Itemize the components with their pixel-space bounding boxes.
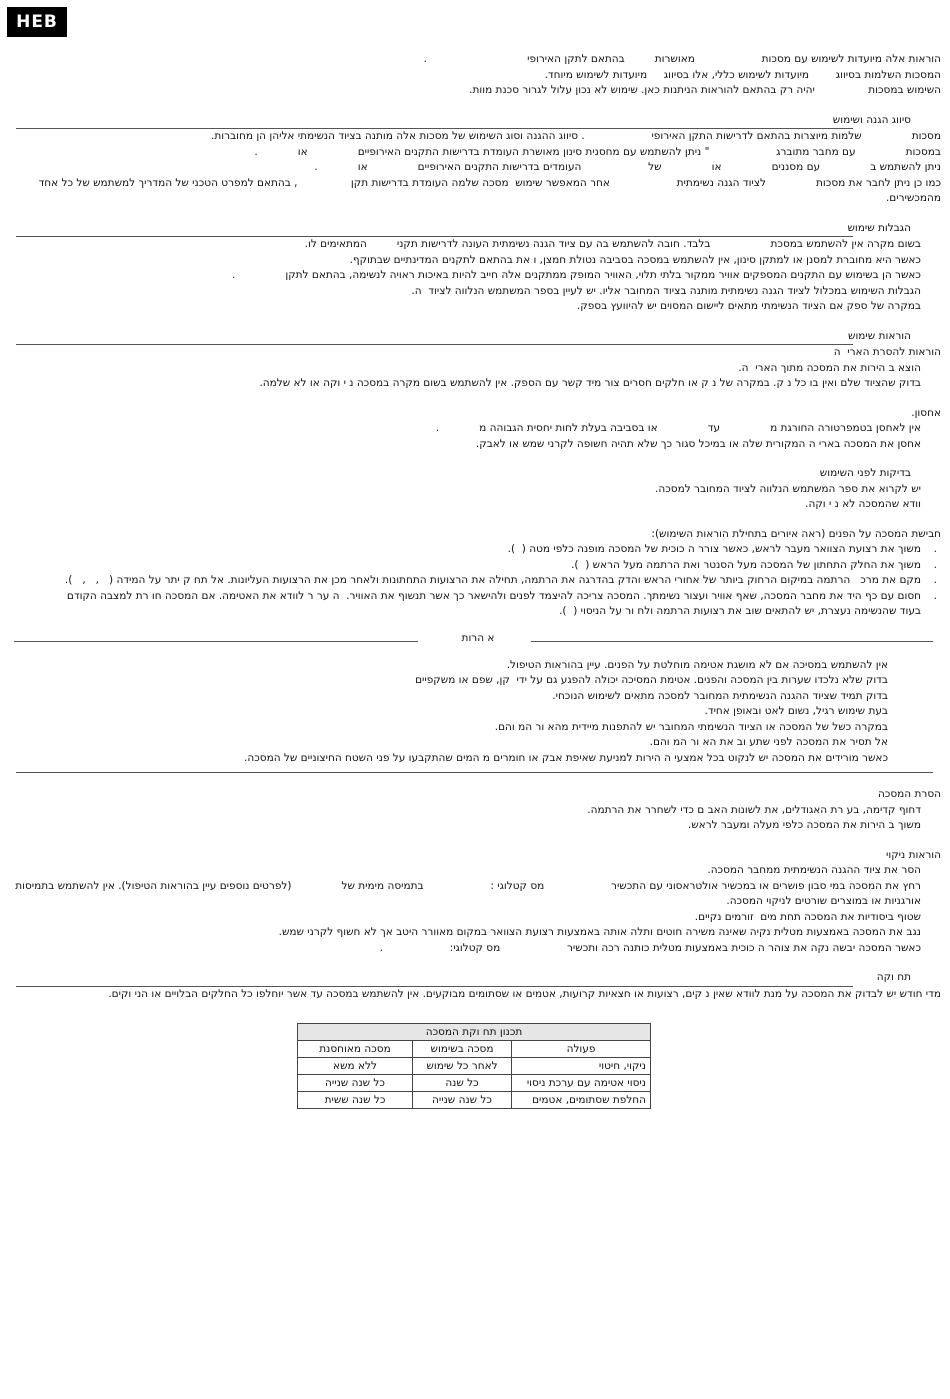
classification-heading: סיווג הגנה ושימוש [832,113,911,126]
bullet-dot: . [933,558,937,571]
table-cell: ניקוי, חיטוי [512,1058,651,1075]
table-row [298,1075,651,1092]
usage-line: הוצא ב הירות את המסכה מתוך הארי ה. [738,361,921,374]
cleaning-line: נגב את המסכה באמצעות מטלית נקיה שאינה משירה חוטים ותלה אותה באמצעות רצועת הצוואר במקום מאוורר היטב אך לא חשוף לקרני שמש. [278,926,921,938]
cleaning-line: הסר את ציוד ההגנה הנשימתית ממחבר המסכה. [707,864,921,876]
table-caption: תכנון תח וקת המסכה [298,1024,651,1041]
table-cell: כל שנה [413,1075,512,1092]
cleaning-line: כאשר המסכה יבשה נקה את צוהר ה כוכית באמצעות מטלית כותנה רכה ותכשיר מס קטלוגי: . [379,941,921,954]
intro-line: המסכות השלמות בסיווג מיועדות לשימוש כללי, אלו בסיווג מיועדות לשימוש מיוחד. [544,68,941,81]
classification-line: במסכות עם מחבר מתוברג " ניתן להשתמש עם מחסנית סינון מאושרת העומדת בדרישות התקנים האירופיים או . [254,145,941,158]
table-cell: לאחר כל שימוש [413,1058,512,1075]
donning-item: משוך את רצועת הצוואר מעבר לראש, כאשר צורר ה כוכית של המסכה מופנה כלפי מטה ( ). [507,543,921,555]
intro-line: הוראות אלה מיועדות לשימוש עם מסכות מאושרות בהתאם לתקן האירופי . [423,53,941,65]
table-row [298,1058,651,1075]
table-cell: כל שנה ששית [298,1092,413,1109]
limitations-line: הגבלות השימוש במכלול לציוד הגנה נשימתית מותנה בציוד המחובר אליו. יש לעיין בספר המשתמש הנלווה לציוד ה. [411,284,921,297]
maintenance-table [297,1023,651,1109]
storage-line: אין לאחסן בטמפרטורה החורגת מ עד או בסביבה בעלת לחות יחסית הגבוהה מ . [435,422,921,434]
bullet-dot: . [933,589,937,602]
cleaning-line: רחץ את המסכה במי סבון פושרים או במכשיר אולטראסוני עם התכשיר מס קטלוגי : בתמיסה מימית של (לפרטים נוספים עיין בהוראות הטיפול). אין להשתמש בתמיסות [15,879,921,892]
limitations-line: כאשר הן בשימוש עם התקנים המספקים אוויר ממקור בלתי תלוי, האוויר המופק ממתקנים אלה חייב להיות באיכות ראויה לנשימה, בהתאם לתקן . [231,269,921,281]
donning-item: חסום עם כף היד את מחבר המסכה, שאף אוויר ועצור נשימתך. המסכה צריכה להיצמד לפנים ולהישאר כך אשר תנשוף את האוויר. ה ער ר לוודא את האטימה. אם המסכה חו רת למצבה הקודם [66,589,921,602]
intro-line: השימוש במסכות יהיה רק בהתאם להוראות הניתנות כאן. שימוש לא נכון עלול לגרור סכנת מוות. [469,84,941,96]
limitations-line: במקרה של ספק אם הציוד הנשימתי מתאים ליישום המסוים יש להיוועץ בספק. [576,300,921,312]
bullet-dot: . [933,543,937,555]
classification-section [8,113,941,207]
table-cell: כל שנה שנייה [298,1075,413,1092]
usage-line: בדוק שהציוד שלם ואין בו כל נ ק. במקרה של נ ק או חלקים חסרים צור מיד קשר עם הספק. אין להשתמש בשום מקרה במסכה נ י וקה או לא שלמה. [259,377,921,389]
language-badge: HEB [7,7,67,37]
checks-heading: בדיקות לפני השימוש [819,467,911,479]
donning-section [8,527,941,620]
bullet-dot: . [933,574,937,586]
list-item [8,573,941,589]
list-item [8,589,941,605]
checks-line: יש לקרוא את ספר המשתמש הנלווה לציוד המחובר למסכה. [655,482,921,495]
note-line: אין להשתמש במסיכה אם לא מושגת אטימה מוחלטת על הפנים. עיין בהוראות הטיפול. [506,658,888,671]
table-cell: ניסוי אטימה עם ערכת ניסוי [512,1075,651,1092]
classification-line: מהמכשירים. [885,192,941,204]
limitations-line: בשום מקרה אין להשתמש במסכת בלבד. חובה להשתמש בה עם ציוד הגנה נשימתית העונה לדרישות תקני המתאימים לו. [304,238,921,250]
usage-section [8,329,941,392]
removal-heading: הסרת המסכה [877,788,941,800]
classification-line: כמו כן ניתן לחבר את מסכות לציוד הגנה נשימתית אחר המאפשר שימוש מסכה שלמה העומדת בדרישות תקן , בהתאם למפרט הטכני של המדריך למשתמש של כל אחד [38,176,941,189]
document-body [8,52,941,1002]
removal-section [8,787,941,834]
maintenance-heading: תח וקה [876,971,911,983]
table-row [298,1092,651,1109]
removal-line: משוך ב הירות את המסכה כלפי מעלה ומעבר לראש. [687,819,921,831]
limitations-heading: הגבלות שימוש [847,221,911,234]
note-line: אל תסיר את המסכה לפני שתע וב את הא ור המ והם. [649,736,888,748]
table-cell: החלפת שסתומים, אטמים [512,1092,651,1109]
notes-body [8,658,941,767]
column-header: מסכה מאוחסנת [298,1041,413,1058]
table-cell: ללא משא [298,1058,413,1075]
note-line: כאשר מורידים את המסכה יש לנקוט בכל אמצעי ה הירות למניעת שאיפת אבק או חומרים מ המים שהתקבעו על פני השטח החיצוניים של המסכה. [244,751,888,764]
maintenance-text: מדי חודש יש לבדוק את המסכה על מנת לוודא שאין נ קים, רצועות או חצאיות קרועות, אטמים או שסתומים מבוקעים. אין להשתמש במסכה עד אשר יוחלפו כל החלקים הבלויים או הני וקים. [108,987,941,1000]
cleaning-line: אורגניות או במוצרים שורטים לניקוי המסכה. [726,895,921,907]
storage-line: אחסן את המסכה בארי ה המקורית שלה או במיכל סגור כך שלא תהיה חשופה לקרני שמש או לאבק. [475,437,921,450]
checks-section [8,466,941,513]
classification-line: ניתן להשתמש ב עם מסננים או של העומדים בדרישות התקנים האירופיים או . [314,161,941,173]
limitations-section [8,221,941,315]
column-header: מסכה בשימוש [413,1041,512,1058]
notes-end-rule [16,772,933,773]
storage-heading: אחסון. [911,406,941,419]
checks-line: וודא שהמסכה לא נ י וקה. [805,498,921,510]
notes-rule-right [531,641,933,642]
donning-continuation: בעוד שהנשימה נעצרת, יש להתאים שוב את רצועות הרתמה ולח ור על הניסוי ( ). [559,605,921,617]
limitations-line: כאשר היא מחוברת למסנן או למתקן סינון, אין להשתמש במסכה בסביבה נטולת חמצן, ו את בהתאם לתקנים המדינתיים שבתוקף. [349,253,921,266]
donning-heading: חבישת המסכה על הפנים (ראה איורים בתחילת הוראות השימוש): [651,527,941,540]
notes-rule-left [14,641,418,642]
usage-subheading: הוראות להסרת הארי ה [833,346,941,358]
table-cell: כל שנה שנייה [413,1092,512,1109]
removal-line: דחוף קדימה, בע רת האגודלים, את לשונות האב ם כדי לשחרר את הרתמה. [587,803,921,816]
notes-title: א הרות [461,631,495,644]
list-item [8,558,941,574]
note-line: בעת שימוש רגיל, נשום לאט ובאופן אחיד. [704,705,888,717]
maintenance-section [8,970,941,1002]
classification-line: מסכות שלמות מיוצרות בהתאם לדרישות התקן האירופי . סיווג ההגנה וסוג השימוש של מסכות אלה מותנה בציוד הנשימתי אליהן הן מחוברות. [211,130,941,142]
storage-section [8,406,941,453]
note-line: בדוק תמיד שציוד ההגנה הנשימתית המחובר למסכה מתאים לשימוש הנוכחי. [552,689,888,702]
cleaning-line: שטוף ביסודיות את המסכה תחת מים זורמים נקיים. [694,910,921,923]
donning-item: מקם את מרכ הרתמה במיקום הרחוק ביותר של אחורי הראש והדק בהדרגה את הרתמה, תחילה את הרצועות התחתונות ולאחר מכן את הרצועות העליונות. אל תח ק יתר על המידה ( , , ). [64,574,921,586]
donning-item: משוך את החלק התחתון של המסכה מעל הסנטר ואת הרתמה מעל הראש ( ). [571,558,921,571]
intro-section [8,52,941,99]
list-item [8,542,941,558]
table-header-row [298,1041,651,1058]
table-caption-row [298,1024,651,1041]
usage-heading: הוראות שימוש [848,329,911,342]
column-header: פעולה [512,1041,651,1058]
note-line: במקרה כשל של המסכה או הציוד הנשימתי המחובר יש להתפנות מיידית מהא ור המ והם. [494,720,888,733]
notes-header [8,630,941,650]
note-line: בדוק שלא נלכדו שערות בין המסכה והפנים. אטימת המסיכה יכולה להפגע גם על ידי קן, שפם או משקפיים [415,674,888,686]
cleaning-section [8,848,941,957]
cleaning-heading: הוראות ניקוי [886,848,941,861]
